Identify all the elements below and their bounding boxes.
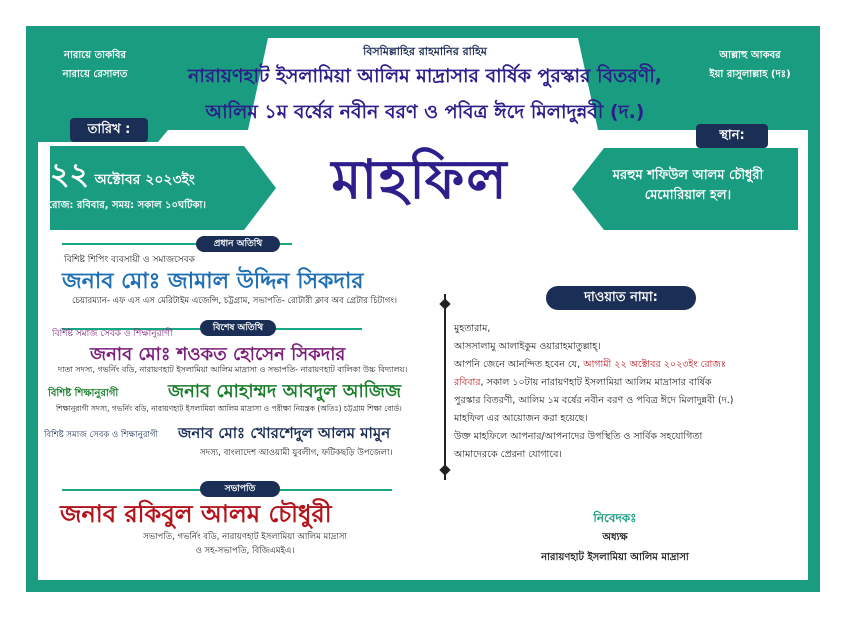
president-desc-1: সভাপতি, গভর্নিং বডি, নারায়ণহাট ইসলামিয়া আলিম মাদ্রাসা xyxy=(143,532,347,542)
date-day: ২২ xyxy=(50,157,90,192)
venue-line-2: মেমোরিয়াল হল। xyxy=(644,188,732,203)
invitation-vertical-rule xyxy=(444,294,446,480)
date-weekday-time: রোজ: রবিবার, সময়: সকাল ১০ঘটিকা। xyxy=(48,200,206,211)
invitation-para-1-line-4: মাহফিল এর আয়োজন করা হয়েছে। xyxy=(454,413,588,424)
invitation-day-highlight: রবিবার xyxy=(454,377,481,388)
title-line-2: আলিম ১ম বর্ষের নবীন বরণ ও পবিত্র ঈদে মিলাদুন্নবী (দ.) xyxy=(205,101,645,123)
invitation-greeting: আসসালামু আলাইকুম ওয়ারাহমাতুল্লাহ্। xyxy=(454,341,601,352)
bismillah: বিসমিল্লাহির রাহমানির রাহিম xyxy=(363,45,487,58)
special-guest-3-desc: সদস্য, বাংলাদেশ আওয়ামী যুবলীগ, ফটিকছড়ি উপজেলা। xyxy=(200,448,393,458)
header-left-bottom: নারায়ে রেসালত xyxy=(62,69,128,80)
invitation-salutation: মুহতারাম, xyxy=(454,323,491,334)
special-guests-heading: বিশেষ অতিথি xyxy=(200,320,276,336)
sign-title: অধ্যক্ষ xyxy=(602,532,628,543)
invitation-para-2-line-1: উক্ত মাহফিলে আপনার/আপনাদের উপস্থিতি ও সার্বিক সহযোগিতা xyxy=(454,431,703,442)
title-line-1: নারায়ণহাট ইসলামিয়া আলিম মাদ্রাসার বার্ষিক পুরস্কার বিতরণী, xyxy=(188,65,662,87)
header-left-top: নারায়ে তাকবির xyxy=(64,50,126,61)
president-name: জনাব রকিবুল আলম চৌধুরী xyxy=(60,500,332,528)
invitation-text: আপনি জেনে আনন্দিত হবেন যে, xyxy=(454,359,584,370)
venue-label: স্থান: xyxy=(696,124,768,148)
president-desc-2: ও সহ-সভাপতি, বিজিএমইএ। xyxy=(195,546,295,556)
special-guest-1-name: জনাব মোঃ শওকত হোসেন সিকদার xyxy=(90,344,346,365)
invitation-para-1-line-3: পুরস্কার বিতরণী, আলিম ১ম বর্ষের নবীন বরণ ও পবিত্র ঈদে মিলাদুন্নবী (দ.) xyxy=(454,395,734,406)
special-guest-3-intro: বিশিষ্ট সমাজ সেবক ও শিক্ষানুরাগী xyxy=(44,430,158,440)
invitation-body xyxy=(454,320,794,464)
invitation-date-highlight: আগামী ২২ অক্টোবর ২০২৩ইং রোজঃ xyxy=(583,359,726,370)
invitation-text: , সকাল ১০টায় নারায়ণহাট ইসলামিয়া আলিম মাদ্রাসার বার্ষিক xyxy=(480,377,712,388)
chief-guest-name: জনাব মোঃ জামাল উদ্দিন সিকদার xyxy=(62,269,364,294)
special-guest-2-intro: বিশিষ্ট শিক্ষানুরাগী xyxy=(48,388,119,399)
special-guest-2-desc: শিক্ষানুরাগী সদস্য, গভর্নিং বডি, নারায়ণহাট ইসলামিয়া আলিম মাদ্রাসা ও পরীক্ষা নিয়ন্ত্রক (অতিঃ) চট্টগ্রাম শিক্ষা বোর্ড। xyxy=(56,404,402,413)
president-heading: সভাপতি xyxy=(200,481,280,497)
header-right-top: আল্লাহু আকবর xyxy=(719,50,781,61)
date-month-year: অক্টোবর ২০২৩ইং xyxy=(94,172,195,188)
invitation-para-1-line-1 xyxy=(454,356,794,374)
special-guest-1-intro: বিশিষ্ট সমাজ সেবক ও শিক্ষানুরাগী xyxy=(52,329,173,339)
sign-org: নারায়ণহাট ইসলামিয়া আলিম মাদ্রাসা xyxy=(541,552,689,563)
special-guest-3-name: জনাব মোঃ খোরশেদুল আলম মামুন xyxy=(178,424,391,442)
special-guest-2-name: জনাব মোহাম্মদ আবদুল আজিজ xyxy=(168,381,402,402)
chief-guest-desc: চেয়ারম্যান- এফ এস এস মেরিটাইম এজেন্সি, চট্টগ্রাম, সভাপতি- রোটারী ক্লাব অব গ্রেটার চিটাগং। xyxy=(72,296,398,306)
venue-line-1: মরহুম শফিউল আলম চৌধুরী xyxy=(612,168,764,183)
chief-guest-heading: প্রধান অতিথি xyxy=(196,236,280,252)
invitation-para-1-line-2 xyxy=(454,374,794,392)
date-value xyxy=(50,150,195,201)
chief-guest-intro: বিশিষ্ট শিপিং ব্যবসায়ী ও সমাজসেবক xyxy=(64,255,195,265)
header-right-bottom: ইয়া রাসুলাল্লাহ (দঃ) xyxy=(709,69,791,80)
special-guest-1-desc: দাতা সদস্য, গভর্নিং বডি, নারায়ণহাট ইসলামিয়া আলিম মাদ্রাসা ও সভাপতি- নারায়ণহাট বালিকা উচ্চ বিদ্যালয়। xyxy=(58,365,408,374)
event-title: মাহফিল xyxy=(331,148,509,211)
sign-label: নিবেদকঃ xyxy=(593,511,637,525)
invitation-para-2-line-2: আমাদেরকে প্রেরনা যোগাবে। xyxy=(454,449,562,460)
invitation-heading: দাওয়াত নামা: xyxy=(546,286,696,310)
date-label: তারিখ : xyxy=(70,118,148,142)
